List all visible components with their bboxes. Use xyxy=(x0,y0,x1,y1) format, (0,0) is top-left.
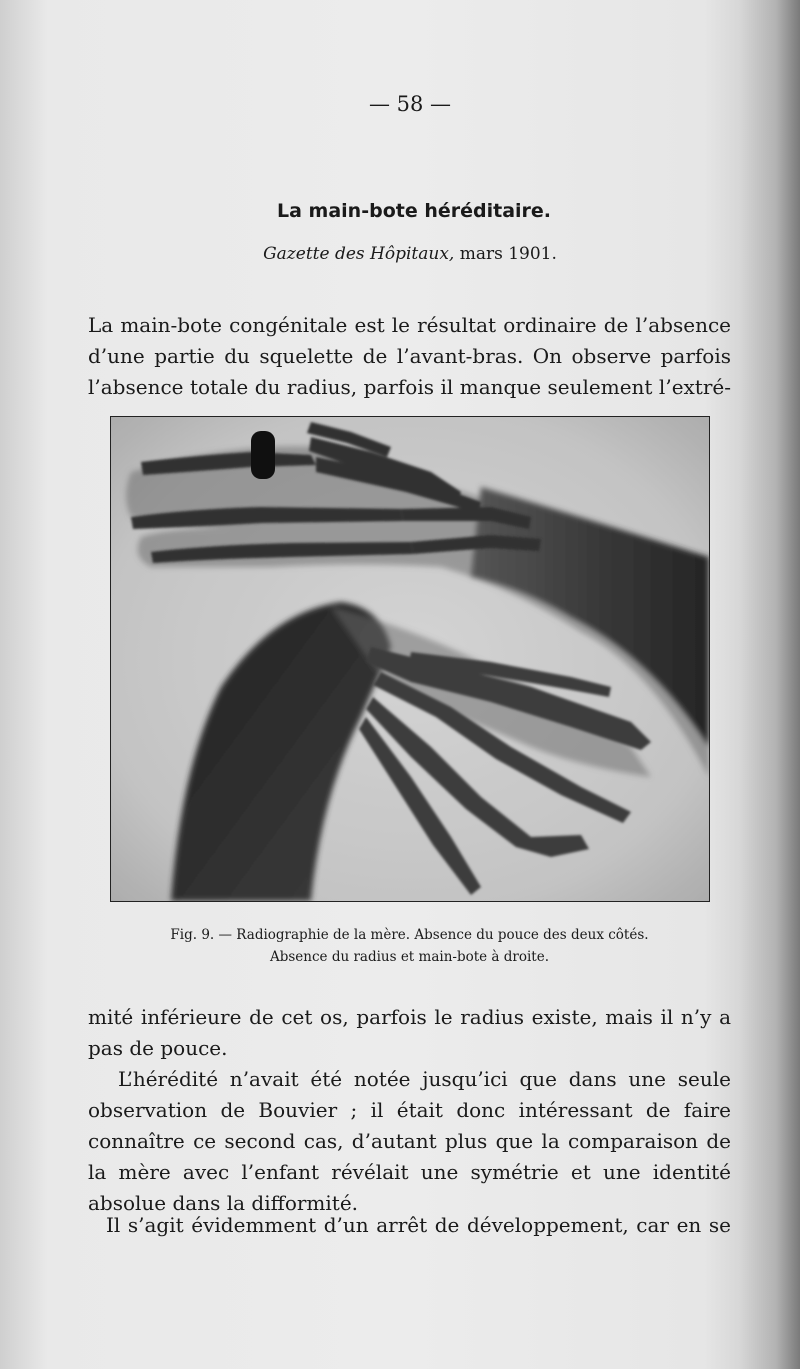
figure-caption-line-1: Fig. 9. — Radiographie de la mère. Absence du pouce des deux côtés. xyxy=(170,927,649,943)
paragraph-4: Il s’agit évidemment d’un arrêt de développement, car en se xyxy=(106,1213,731,1237)
source-date: mars 1901. xyxy=(459,244,557,264)
article-source xyxy=(0,244,800,264)
figure-caption-line-2: Absence du radius et main-bote à droite. xyxy=(269,949,550,965)
source-journal: Gazette des Hôpitaux, xyxy=(263,244,455,264)
paragraph-1: La main-bote congénitale est le résultat ordinaire de l’absence d’une partie du squelette de l’avant-bras. On observe parfois l’absence totale du radius, parfois il manque seulement l’extré- xyxy=(88,313,731,399)
paragraph-3: L’hérédité n’avait été notée jusqu’ici que dans une seule observation de Bouvier ; il était donc intéressant de faire connaître ce second cas, d’autant plus que la comparaison de la mère avec l’enfant révélait une symétrie et une identité absolue dans la difformité. xyxy=(88,1067,731,1215)
radiograph-image xyxy=(111,417,709,901)
article-title: La main-bote héréditaire. xyxy=(277,200,551,222)
page-number: — 58 — xyxy=(368,92,452,116)
paragraph-2: mité inférieure de cet os, parfois le radius existe, mais il n’y a pas de pouce. xyxy=(88,1005,731,1060)
radiograph-figure xyxy=(110,416,710,902)
